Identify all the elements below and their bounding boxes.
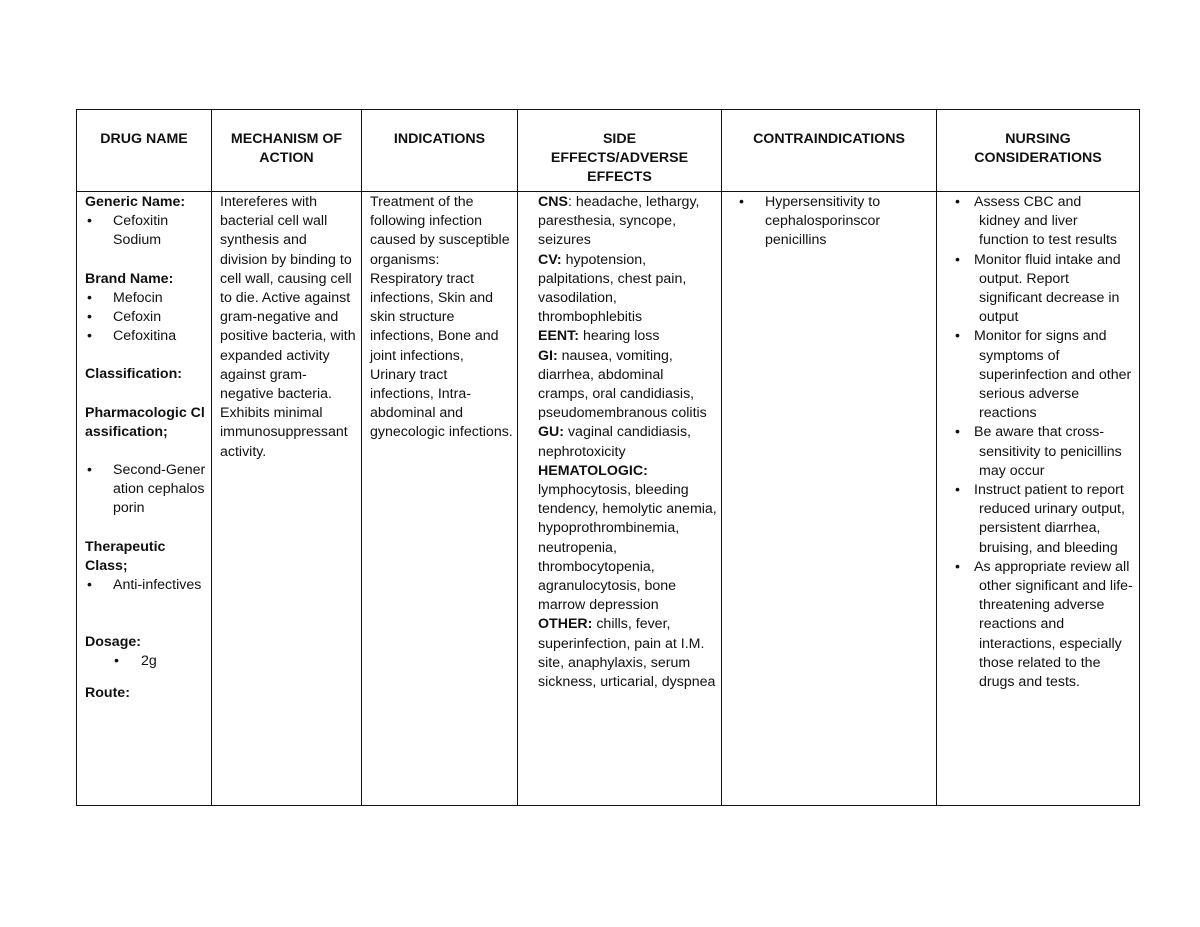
mechanism-cell (212, 192, 362, 806)
nursing-item: • Monitor fluid intake and output. Report significant decrease in output (945, 251, 1135, 328)
brand-name-label: Brand Name: (85, 270, 174, 287)
brand-name-item: • Cefoxitina (85, 327, 207, 346)
therapeutic-class-list (85, 576, 207, 595)
brand-name-item: • Mefocin (85, 289, 207, 308)
eent-text: hearing loss (579, 328, 660, 345)
cns-section (538, 193, 717, 251)
gu-label: GU: (538, 424, 565, 441)
cv-label: CV: (538, 251, 562, 268)
cv-text: hypotension, palpitations, chest pain, vasodilation, thrombophlebitis (538, 251, 687, 326)
gu-text: vaginal candidiasis, nephrotoxicity (538, 424, 691, 460)
other-label: OTHER: (538, 616, 593, 633)
pharmacologic-classification-label: Pharmacologic Classification; (85, 404, 205, 440)
mechanism-text: Intereferes with bacterial cell wall synthesis and division by binding to cell wall, causing cell to die. Active against gram-negative and positive bacteria, with expanded activity against gram-negative bacteria. Exhibits minimal immunosuppressant activity. (220, 194, 356, 460)
nursing-item: • As appropriate review all other significant and life-threatening adverse reactions and interactions, especially those related to the drugs and tests. (945, 558, 1135, 692)
therapeutic-class-label: Therapeutic Class; (85, 538, 166, 574)
eent-label: EENT: (538, 328, 579, 345)
drug-study-table (76, 109, 1140, 806)
brand-name-list (85, 289, 207, 347)
nursing-item: • Be aware that cross-sensitivity to penicillins may occur (945, 423, 1135, 481)
therapeutic-class-item: • Anti-infectives (85, 576, 207, 595)
route-label: Route: (85, 684, 130, 701)
hematologic-label: HEMATOLOGIC: (538, 462, 648, 479)
cns-text: : headache, lethargy, paresthesia, syncope, seizures (538, 194, 700, 249)
drug-name-cell (77, 192, 212, 806)
gi-section (538, 347, 717, 424)
contraindication-item: • Hypersensitivity to cephalosporinscor penicillins (730, 193, 932, 251)
header-drug-name: DRUG NAME (77, 110, 212, 192)
contraindications-list (730, 193, 932, 251)
eent-section (538, 327, 717, 346)
generic-name-list (85, 212, 207, 250)
gi-label: GI: (538, 347, 558, 364)
pharmacologic-classification-item: • Second-Generation cephalosporin (85, 461, 207, 519)
side-effects-cell (518, 192, 722, 806)
brand-name-item: • Cefoxin (85, 308, 207, 327)
other-text: chills, fever, superinfection, pain at I.M. site, anaphylaxis, serum sickness, urticarial, dyspnea (538, 616, 716, 691)
content-row (77, 192, 1140, 806)
cns-label: CNS (538, 194, 568, 210)
nursing-item: • Monitor for signs and symptoms of superinfection and other serious adverse reactions (945, 327, 1135, 423)
header-contraindications: CONTRAINDICATIONS (722, 110, 937, 192)
hematologic-text: lymphocytosis, bleeding tendency, hemolytic anemia, hypoprothrombinemia, neutropenia, thrombocytopenia, agranulocytosis, bone marrow depression (538, 482, 717, 614)
gu-section (538, 423, 717, 461)
nursing-item: • Instruct patient to report reduced urinary output, persistent diarrhea, bruising, and bleeding (945, 481, 1135, 558)
header-row (77, 110, 1140, 192)
nursing-cell (937, 192, 1140, 806)
nursing-item: • Assess CBC and kidney and liver function to test results (945, 193, 1135, 251)
gi-text: nausea, vomiting, diarrhea, abdominal cramps, oral candidiasis, pseudomembranous colitis (538, 347, 707, 422)
dosage-item: • 2g (85, 652, 207, 671)
header-side-effects: SIDE EFFECTS/ADVERSE EFFECTS (518, 110, 722, 192)
dosage-label: Dosage: (85, 634, 141, 651)
indications-cell (362, 192, 518, 806)
header-nursing: NURSING CONSIDERATIONS (937, 110, 1140, 192)
cv-section (538, 251, 717, 328)
dosage-list (85, 652, 207, 671)
other-section (538, 615, 717, 692)
header-indications: INDICATIONS (362, 110, 518, 192)
contraindications-cell (722, 192, 937, 806)
pharmacologic-classification-list (85, 461, 207, 519)
nursing-list (945, 193, 1135, 692)
generic-name-item: • Cefoxitin Sodium (85, 212, 207, 250)
generic-name-label: Generic Name: (85, 194, 186, 210)
header-mechanism: MECHANISM OF ACTION (212, 110, 362, 192)
indications-text: Treatment of the following infection caused by susceptible organisms: Respiratory tract infections, Skin and skin structure infections, Bone and joint infections, Urinary tract infections, Intra-abdominal and gynecologic infections. (370, 194, 513, 441)
classification-label: Classification: (85, 366, 182, 383)
side-effects-content (524, 193, 717, 692)
